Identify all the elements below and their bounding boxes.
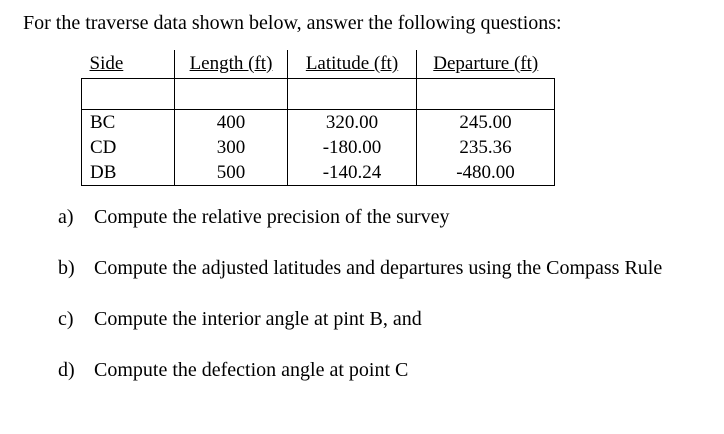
cell-side: BC — [82, 110, 175, 135]
table-header-row — [82, 50, 555, 79]
cell-length: 400 — [175, 110, 288, 135]
cell-length: 300 — [175, 135, 288, 160]
question-letter: d) — [58, 359, 75, 381]
cell-departure: 235.36 — [417, 135, 555, 160]
question-letter: a) — [58, 206, 74, 228]
header-length: Length (ft) — [175, 50, 288, 79]
question-text: Compute the interior angle at pint B, and — [94, 308, 422, 330]
table-row — [82, 110, 555, 135]
header-departure: Departure (ft) — [417, 50, 555, 79]
cell-side: CD — [82, 135, 175, 160]
cell-side: DB — [82, 160, 175, 185]
spacer-cell — [175, 79, 288, 110]
intro-text: For the traverse data shown below, answer the following questions: — [23, 12, 562, 34]
spacer-cell — [417, 79, 555, 110]
table-row — [82, 160, 555, 185]
question-item — [58, 206, 662, 257]
question-text: Compute the relative precision of the survey — [94, 206, 450, 228]
traverse-table — [81, 50, 555, 186]
cell-latitude: 320.00 — [288, 110, 417, 135]
question-item — [58, 257, 662, 308]
question-item — [58, 308, 662, 359]
question-letter: b) — [58, 257, 75, 279]
header-side: Side — [89, 53, 124, 74]
cell-departure: -480.00 — [417, 160, 555, 185]
cell-departure: 245.00 — [417, 110, 555, 135]
table-spacer-row — [82, 79, 555, 110]
question-text: Compute the adjusted latitudes and departures using the Compass Rule — [94, 257, 663, 279]
question-list — [58, 206, 662, 410]
header-latitude: Latitude (ft) — [288, 50, 417, 79]
cell-length: 500 — [175, 160, 288, 185]
spacer-cell — [82, 79, 175, 110]
cell-latitude: -140.24 — [288, 160, 417, 185]
cell-latitude: -180.00 — [288, 135, 417, 160]
spacer-cell — [288, 79, 417, 110]
question-text: Compute the defection angle at point C — [94, 359, 409, 381]
question-item — [58, 359, 662, 410]
question-letter: c) — [58, 308, 74, 330]
table-row — [82, 135, 555, 160]
